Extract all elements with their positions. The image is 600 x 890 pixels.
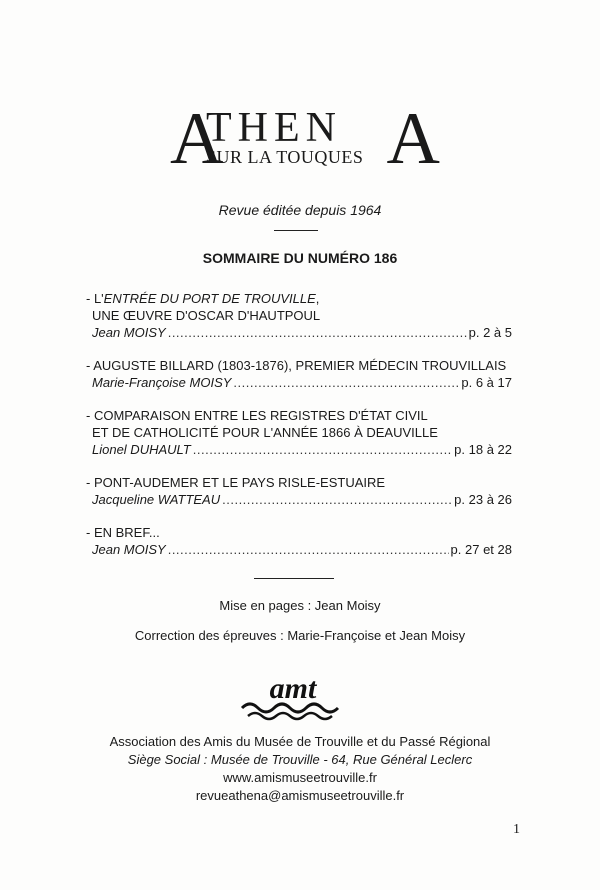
association-block xyxy=(0,733,600,805)
toc-entry-author: Jacqueline WATTEAU xyxy=(92,492,221,507)
tagline: Revue éditée depuis 1964 xyxy=(218,202,382,218)
association-website: www.amismuseetrouville.fr xyxy=(223,770,377,785)
leader-dots xyxy=(168,324,467,341)
toc-entry-author-line xyxy=(86,441,512,458)
wave-icon xyxy=(242,704,338,712)
toc-entry xyxy=(86,524,512,558)
toc-entry-author-line xyxy=(86,374,512,391)
toc-entry-author: Jean MOISY xyxy=(92,542,166,557)
toc-entry-author: Jean MOISY xyxy=(92,325,166,340)
association-name: Association des Amis du Musée de Trouville et du Passé Régional xyxy=(109,734,491,749)
logo-text: amt xyxy=(269,672,317,705)
toc-entry-title-prefix: - L' xyxy=(86,291,104,306)
table-of-contents xyxy=(86,290,512,574)
toc-entry-title-line2: ET DE CATHOLICITÉ POUR L'ANNÉE 1866 À DEAUVILLE xyxy=(92,425,438,440)
masthead-top-letters: THEN xyxy=(206,105,342,151)
leader-dots xyxy=(222,491,452,508)
leader-dots xyxy=(168,541,449,558)
toc-entry xyxy=(86,474,512,508)
toc-entry-title: - COMPARAISON ENTRE LES REGISTRES D'ÉTAT CIVIL xyxy=(86,408,428,423)
amt-logo xyxy=(238,672,348,722)
toc-entry-pages: p. 23 à 26 xyxy=(454,492,512,507)
toc-entry-author-line xyxy=(86,491,512,508)
toc-entry-author: Lionel DUHAULT xyxy=(92,442,191,457)
wave-icon-lower xyxy=(248,713,332,719)
credits xyxy=(0,598,600,658)
toc-entry-pages: p. 27 et 28 xyxy=(450,542,512,557)
toc-entry-title xyxy=(86,290,512,307)
association-email: revueathena@amismuseetrouville.fr xyxy=(195,788,405,803)
association-seat: Siège Social : Musée de Trouville - 64, Rue Général Leclerc xyxy=(127,752,473,767)
toc-entry-title-suffix: , xyxy=(315,291,320,306)
toc-entry-pages: p. 6 à 17 xyxy=(461,375,512,390)
toc-entry-pages: p. 2 à 5 xyxy=(468,325,512,340)
leader-dots xyxy=(233,374,459,391)
toc-entry-pages: p. 18 à 22 xyxy=(454,442,512,457)
masthead-letter-left: A xyxy=(170,98,224,180)
divider-mid xyxy=(254,578,334,579)
toc-entry-author-line xyxy=(86,324,512,341)
toc-entry-author: Marie-Françoise MOISY xyxy=(92,375,232,390)
toc-entry-title-italic: ENTRÉE DU PORT DE TROUVILLE xyxy=(103,291,316,306)
sommaire-title: SOMMAIRE DU NUMÉRO 186 xyxy=(202,250,398,266)
toc-entry xyxy=(86,357,512,391)
toc-entry-author-line xyxy=(86,541,512,558)
toc-entry-title: - PONT-AUDEMER ET LE PAYS RISLE-ESTUAIRE xyxy=(86,475,386,490)
credits-proofreading: Correction des épreuves : Marie-Françoise et Jean Moisy xyxy=(134,628,466,643)
toc-entry-title: - AUGUSTE BILLARD (1803-1876), PREMIER MÉDECIN TROUVILLAIS xyxy=(86,358,507,373)
toc-entry-title: - EN BREF... xyxy=(86,525,160,540)
masthead-letter-right: A xyxy=(386,98,440,180)
masthead-title xyxy=(170,98,440,180)
toc-entry xyxy=(86,290,512,341)
credits-layout: Mise en pages : Jean Moisy xyxy=(219,598,381,613)
toc-entry-title-line2: UNE ŒUVRE D'OSCAR D'HAUTPOUL xyxy=(92,308,321,323)
leader-dots xyxy=(193,441,452,458)
masthead-subtitle: SUR LA TOUQUES xyxy=(206,147,364,167)
page-number: 1 xyxy=(513,822,520,837)
toc-entry xyxy=(86,407,512,458)
divider-short xyxy=(274,230,318,231)
